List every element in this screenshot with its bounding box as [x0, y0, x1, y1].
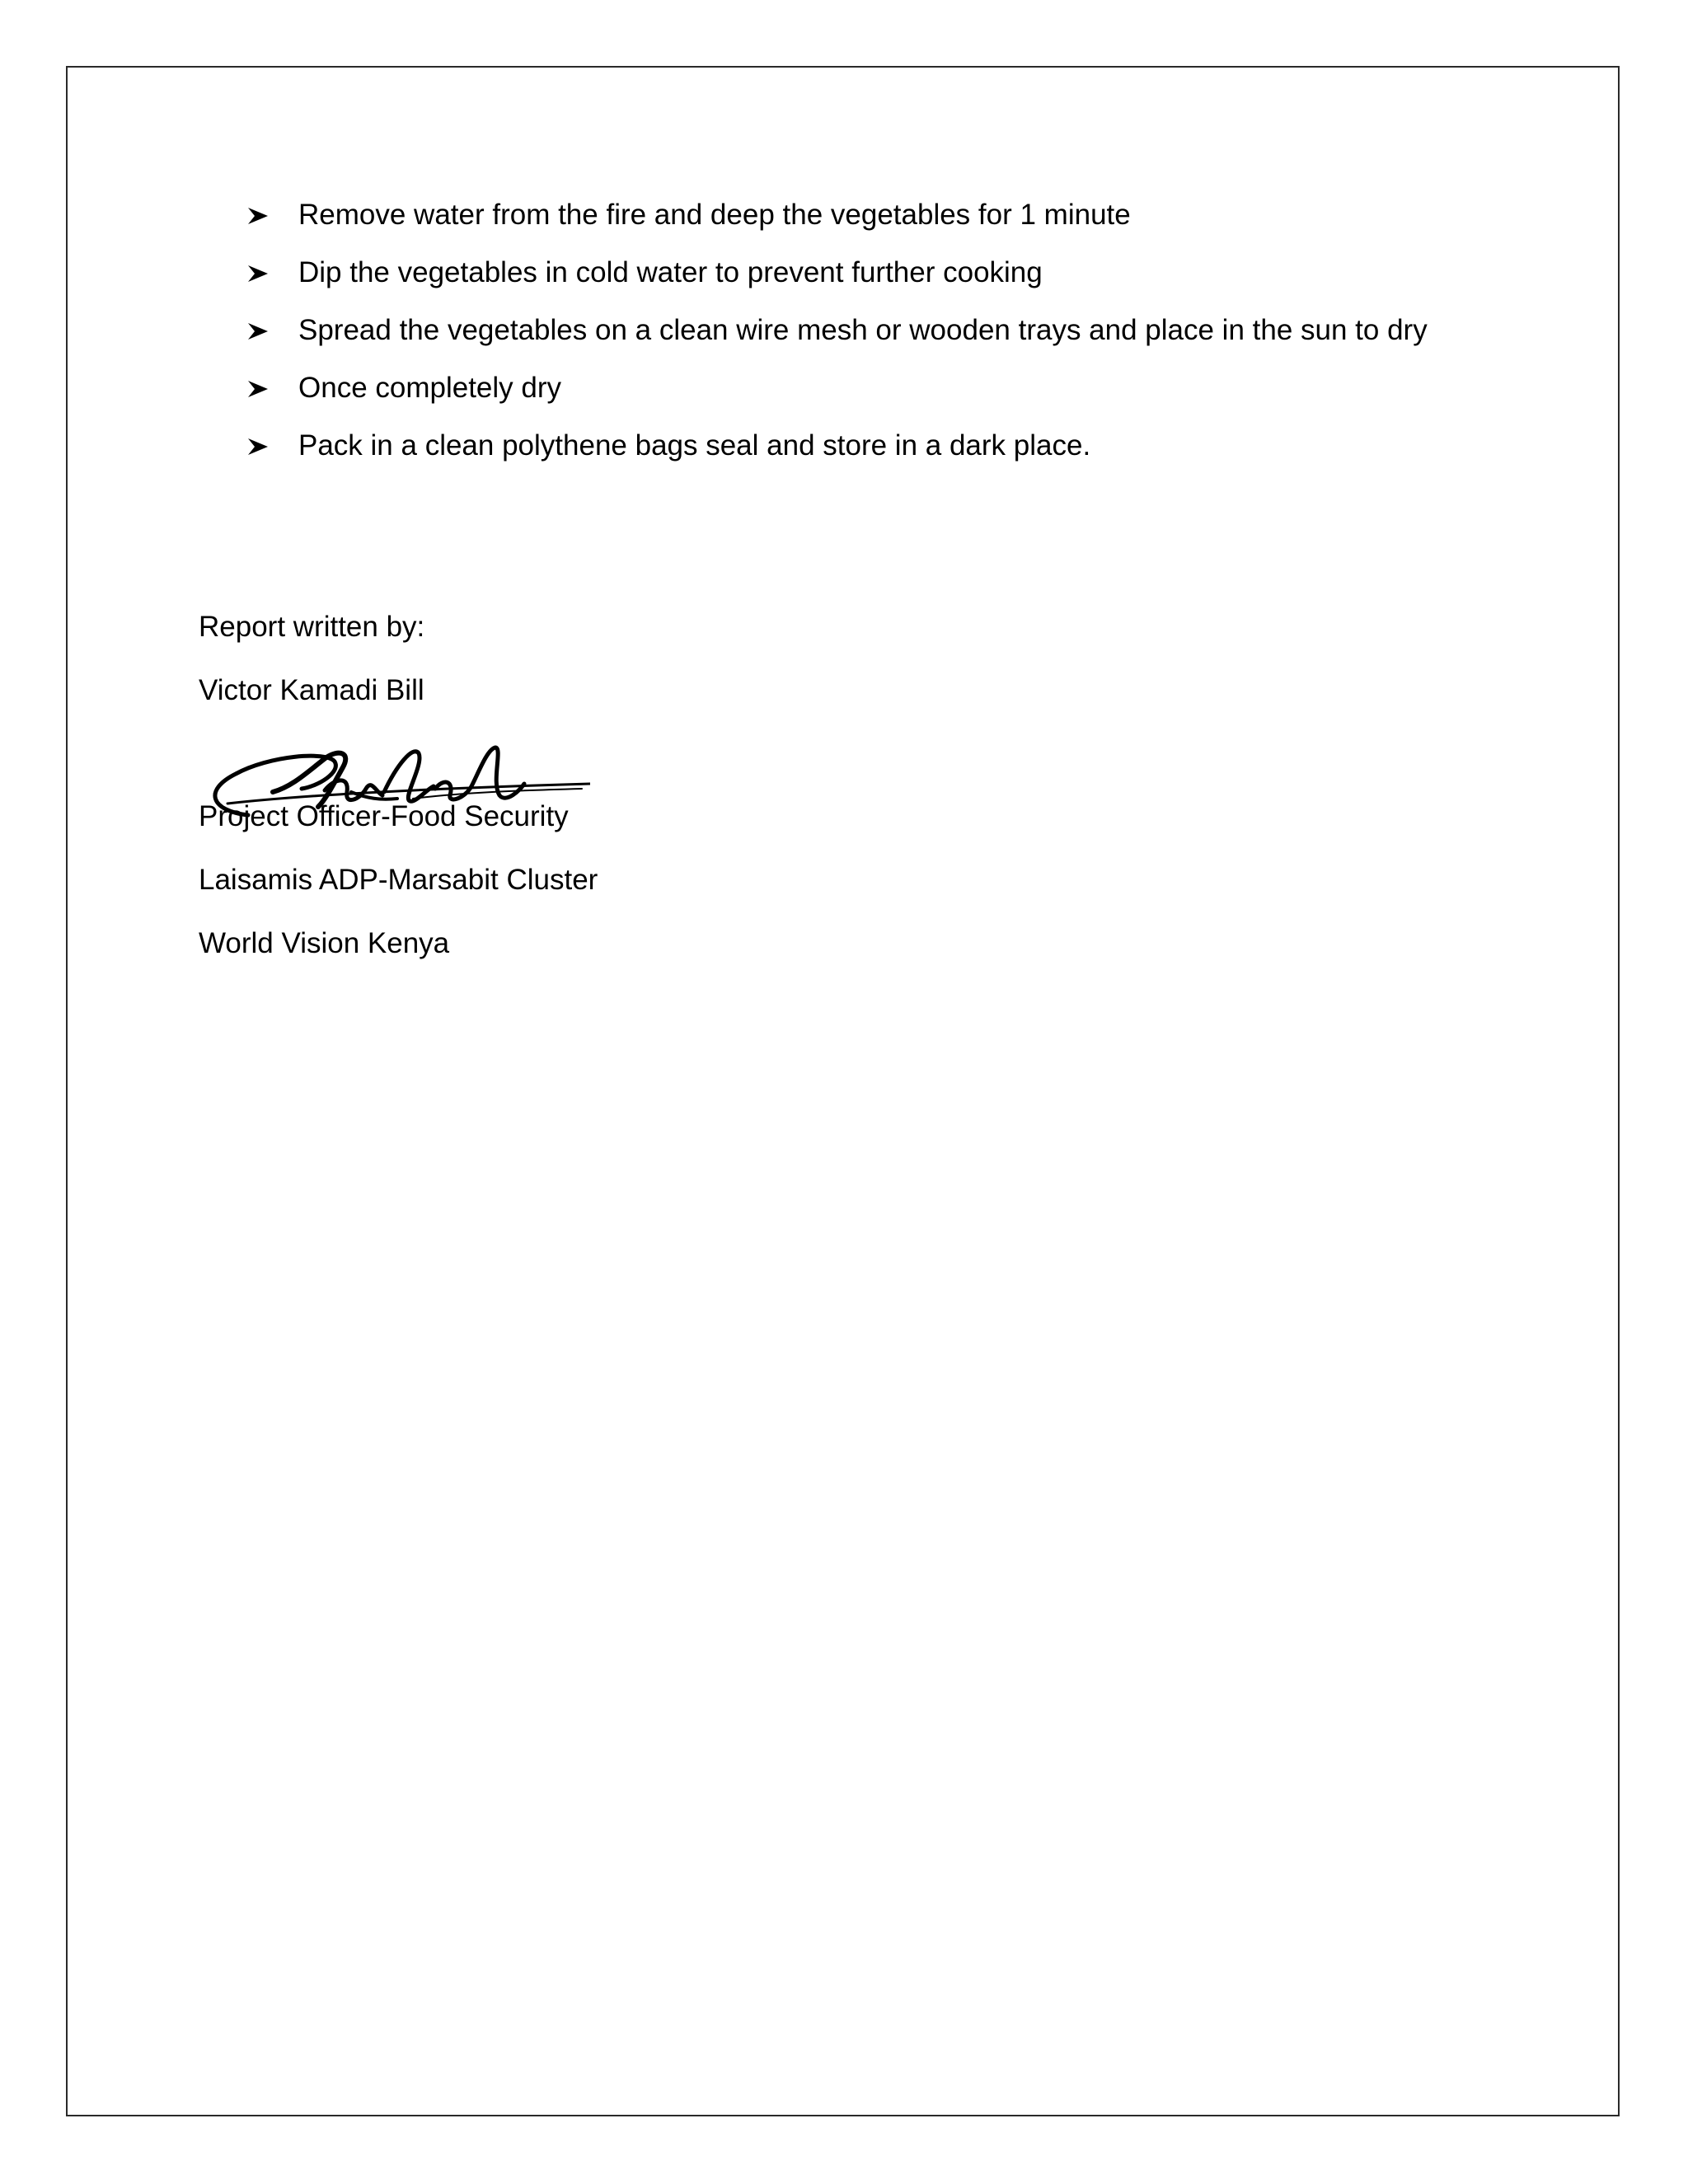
organization-name: World Vision Kenya — [199, 927, 450, 959]
instruction-list — [247, 186, 1442, 475]
arrow-bullet-icon — [247, 207, 269, 225]
program-name: Laisamis ADP-Marsabit Cluster — [199, 864, 598, 896]
list-item-text: Pack in a clean polythene bags seal and store in a dark place. — [298, 429, 1091, 462]
arrow-bullet-icon — [247, 438, 269, 456]
list-item-text: Once completely dry — [298, 372, 562, 404]
arrow-bullet-icon — [247, 322, 269, 340]
list-item — [247, 359, 1442, 417]
written-by-label: Report written by: — [199, 611, 425, 643]
author-title: Project Officer-Food Security — [199, 800, 569, 832]
list-item — [247, 302, 1442, 359]
list-item-text: Dip the vegetables in cold water to prevent further cooking — [298, 256, 1043, 288]
list-item — [247, 417, 1442, 475]
list-item — [247, 244, 1442, 302]
author-name: Victor Kamadi Bill — [199, 674, 424, 706]
arrow-bullet-icon — [247, 380, 269, 398]
list-item — [247, 186, 1442, 244]
list-item-text: Spread the vegetables on a clean wire mesh or wooden trays and place in the sun to dry — [298, 314, 1428, 346]
list-item-text: Remove water from the fire and deep the vegetables for 1 minute — [298, 199, 1131, 231]
arrow-bullet-icon — [247, 265, 269, 283]
